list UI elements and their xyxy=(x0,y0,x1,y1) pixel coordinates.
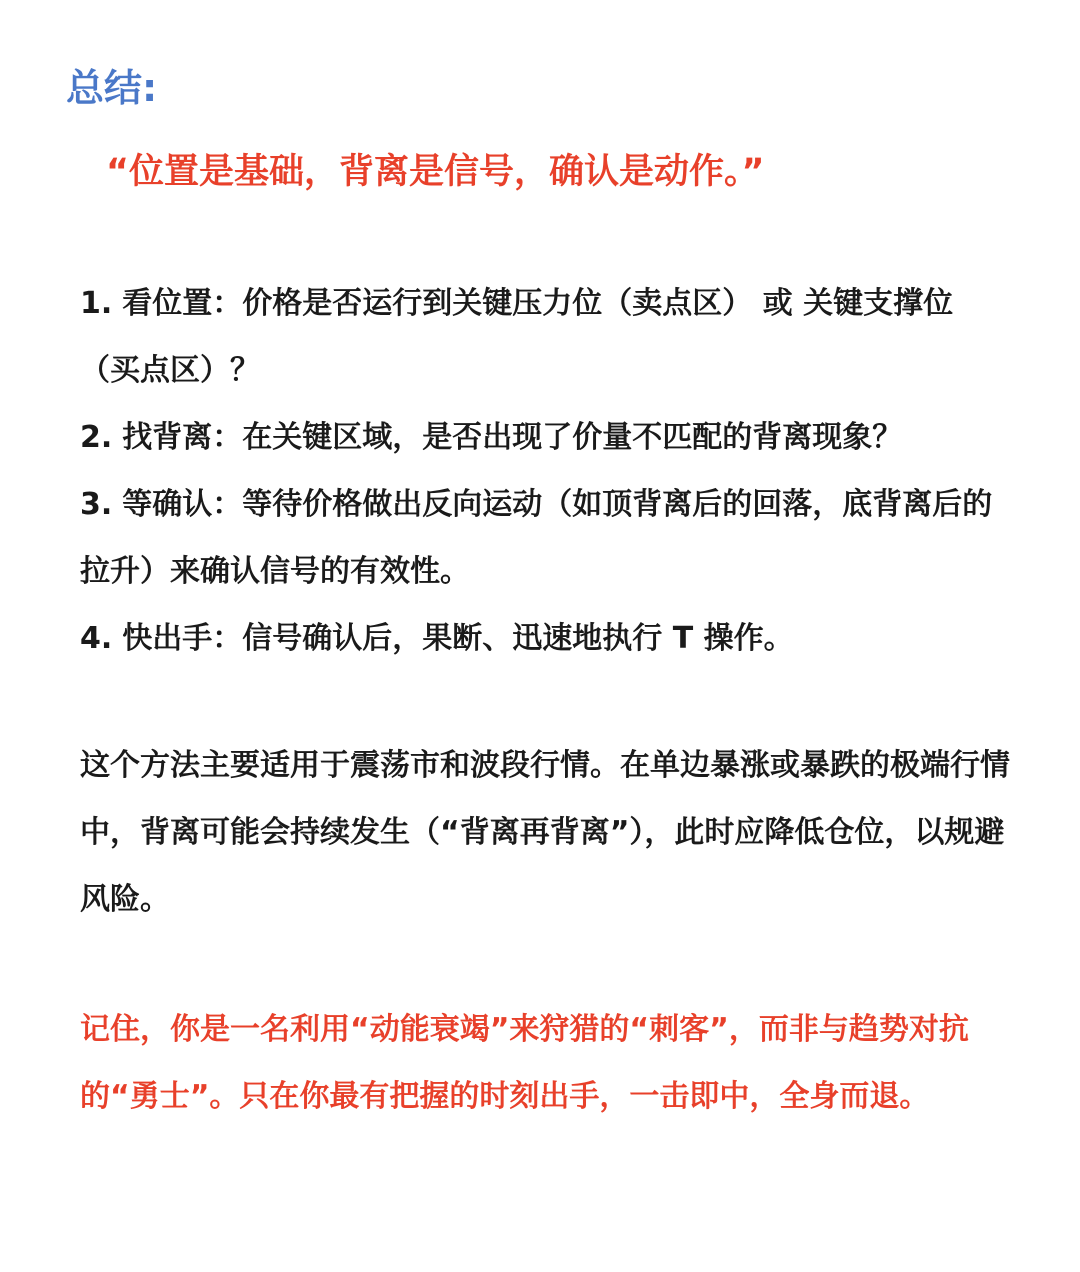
remember-paragraph: 记住，你是一名利用“动能衰竭”来狩猎的“刺客”，而非与趋势对抗的“勇士”。只在你最有把握的时刻出手，一击即中，全身而退。 xyxy=(80,1012,969,1114)
step-number: 4. xyxy=(80,621,113,656)
step-number: 3. xyxy=(80,487,113,522)
step-text: 找背离：在关键区域，是否出现了价量不匹配的背离现象？ xyxy=(122,420,903,455)
list-item xyxy=(80,605,1010,672)
step-number: 2. xyxy=(80,420,113,455)
page-title: 总结: xyxy=(66,66,158,110)
step-text: 看位置：价格是否运行到关键压力位（卖点区） 或 关键支撑位（买点区）？ xyxy=(80,286,954,388)
step-text: 快出手：信号确认后，果断、迅速地执行 T 操作。 xyxy=(122,621,794,656)
list-item xyxy=(80,270,1010,404)
step-number: 1. xyxy=(80,286,113,321)
motto-quote: “位置是基础，背离是信号，确认是动作。” xyxy=(106,152,765,192)
step-text: 等确认：等待价格做出反向运动（如顶背离后的回落，底背离后的拉升）来确认信号的有效性。 xyxy=(80,487,993,589)
list-item xyxy=(80,471,1010,605)
steps-list xyxy=(80,270,1010,672)
usage-note: 这个方法主要适用于震荡市和波段行情。在单边暴涨或暴跌的极端行情中，背离可能会持续发生（“背离再背离”），此时应降低仓位，以规避风险。 xyxy=(80,748,1010,917)
list-item xyxy=(80,404,1010,471)
